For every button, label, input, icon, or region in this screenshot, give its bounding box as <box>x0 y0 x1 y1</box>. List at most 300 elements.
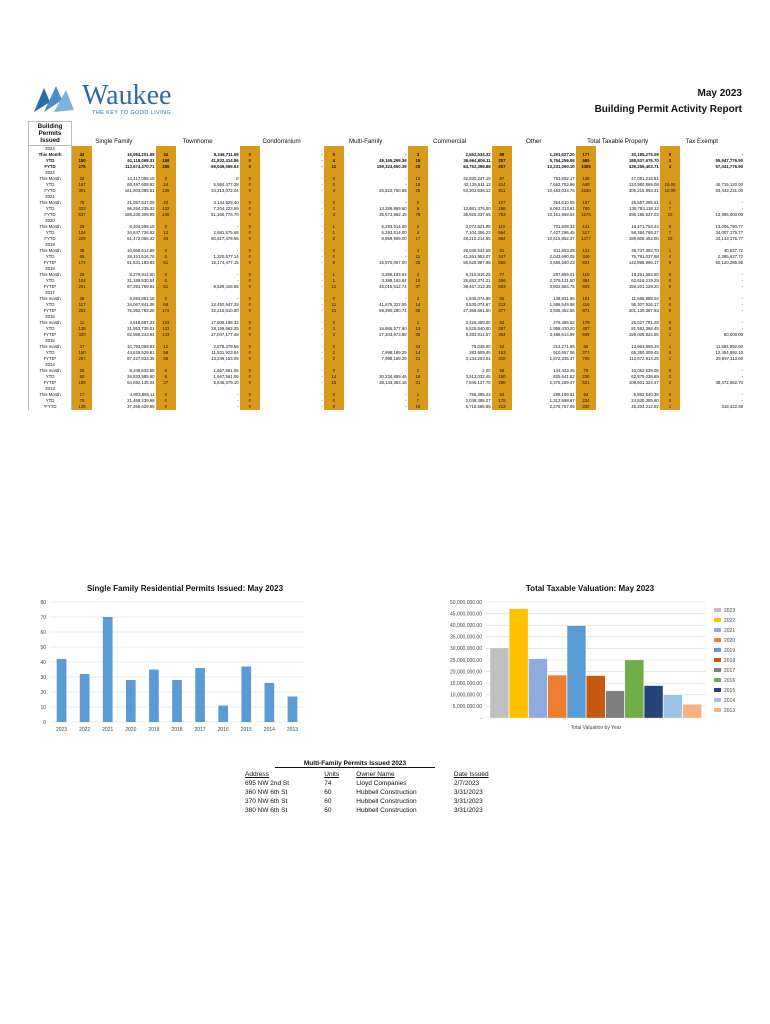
permit-value: 59,390,280.74 <box>379 308 407 313</box>
permit-value: - <box>321 152 323 157</box>
permit-value: 2,681,575.68 <box>213 230 239 235</box>
row-label: YTD <box>29 206 72 212</box>
permit-value: - <box>321 236 323 241</box>
permit-value: - <box>741 398 743 403</box>
permit-value: 60,000.00 <box>723 332 743 337</box>
row-label: YTD <box>29 182 72 188</box>
permit-count: 1 <box>324 278 344 284</box>
x-tick-label: 2015 <box>240 727 252 733</box>
permit-value: 9,246,711.59 <box>213 152 239 157</box>
permit-value: 7,845,127.70 <box>465 380 491 385</box>
permit-count: 0 <box>156 296 176 302</box>
permit-value: 811,653.28 <box>553 248 575 253</box>
permit-value: 9,693,881.18 <box>129 296 155 301</box>
permit-value: - <box>321 200 323 205</box>
permit-value: - <box>321 392 323 397</box>
table-row <box>245 779 510 788</box>
permit-value: 3,399,193.84 <box>381 272 407 277</box>
permit-value: 80,617,479.68 <box>211 236 239 241</box>
permit-count: 54 <box>492 344 512 350</box>
permit-value: 12,454,992.10 <box>715 350 743 355</box>
permit-value: 10,793,059.83 <box>127 344 155 349</box>
permit-value: 3,618,687.33 <box>129 320 155 325</box>
permit-value: - <box>321 158 323 163</box>
permit-value: - <box>321 260 323 265</box>
permit-count: 0 <box>240 284 260 290</box>
permit-value: 28,151,616.76 <box>127 254 155 259</box>
permit-count: 0 <box>240 230 260 236</box>
permit-value: 213,271.66 <box>553 344 575 349</box>
permit-value: 21,057,647.06 <box>127 200 155 205</box>
permit-count: 2 <box>324 350 344 356</box>
permit-value: - <box>321 284 323 289</box>
permit-value: 756,385.44 <box>469 392 491 397</box>
permit-count: 0 <box>240 206 260 212</box>
permit-count: 0 <box>660 368 680 374</box>
mf-header-address: Address <box>245 771 269 778</box>
column-header: Condominium <box>262 137 301 145</box>
permit-count: 31 <box>408 380 428 386</box>
permit-count: 1 <box>324 230 344 236</box>
permit-count: 517 <box>576 230 596 236</box>
row-label: FYTD <box>29 236 72 242</box>
y-tick-label: 50,000,000.00 <box>450 599 482 606</box>
permit-value: 1,320,577.14 <box>213 254 239 259</box>
permit-value: 144,423.45 <box>553 368 575 373</box>
permit-count: 3 <box>324 326 344 332</box>
mf-address: 380 NW 6th St <box>245 807 288 814</box>
permit-count: 117 <box>72 302 92 308</box>
permit-value: - <box>321 398 323 403</box>
permit-value: 8,279,814.50 <box>129 272 155 277</box>
permit-count: 3 <box>408 296 428 302</box>
x-tick-label: 2013 <box>286 727 299 733</box>
permit-value: - <box>405 398 407 403</box>
row-label: This month <box>29 296 72 302</box>
row-label: YTD <box>29 398 72 404</box>
permit-value: 159,005,824.86 <box>628 332 659 337</box>
permit-count: 0 <box>660 392 680 398</box>
permit-value: 3,426,450.00 <box>465 320 491 325</box>
permit-count: 32 <box>72 176 92 182</box>
permit-value: - <box>741 326 743 331</box>
permit-count: 2 <box>324 356 344 362</box>
permit-count: 537 <box>72 212 92 218</box>
permit-count: 330 <box>576 404 596 410</box>
permit-count: 0 <box>240 350 260 356</box>
permit-value: 2,652,534.32 <box>465 152 491 157</box>
permit-value: - <box>741 320 743 325</box>
permit-count: 1576 <box>576 212 596 218</box>
permit-value: 1,667,561.06 <box>213 374 239 379</box>
permit-count: 346 <box>576 254 596 260</box>
permit-count: 77 <box>492 272 512 278</box>
permit-count: 0 <box>324 248 344 254</box>
mf-units: 74 <box>324 780 332 787</box>
permit-value: 148,931.96 <box>553 296 575 301</box>
y-tick-label: 10,000,000.00 <box>450 692 482 699</box>
permit-value: 18,261,682.60 <box>631 272 659 277</box>
permit-count: 0 <box>660 308 680 314</box>
y-tick-label: 45,000,000.00 <box>450 611 482 618</box>
permit-count: 28 <box>72 224 92 230</box>
permit-value: 159,323,650.39 <box>376 164 407 169</box>
permit-count: 26 <box>72 368 92 374</box>
permit-value: 142,886,966.17 <box>628 260 659 265</box>
permit-value: 10,615,862.37 <box>547 236 575 241</box>
permit-value: 10,052,639.06 <box>631 368 659 373</box>
permit-count: 34 <box>156 152 176 158</box>
permit-count: 320 <box>72 332 92 338</box>
permit-value: 4,144,928.40 <box>213 200 239 205</box>
permit-value: 87,427,833.36 <box>127 356 155 361</box>
permit-value: 90,120,285.56 <box>715 260 743 265</box>
permit-count: 150 <box>492 374 512 380</box>
bar-2023 <box>490 648 509 718</box>
legend-swatch <box>714 698 721 702</box>
permit-count: 8 <box>660 260 680 266</box>
permit-count: 17 <box>408 236 428 242</box>
permit-value: - <box>237 404 239 409</box>
legend-swatch <box>714 618 721 622</box>
permit-count: 42 <box>72 152 92 158</box>
mf-header-units: Units <box>324 771 340 778</box>
row-label: This Month <box>29 200 72 206</box>
permit-value: 10,463,034.76 <box>547 188 575 193</box>
permit-count: 0 <box>324 404 344 410</box>
permit-count: 81 <box>492 248 512 254</box>
permit-value: - <box>405 296 407 301</box>
row-label: YTD <box>29 326 72 332</box>
permit-value: 28,210,214.55 <box>463 236 491 241</box>
permit-count: 135 <box>72 326 92 332</box>
permit-count: 75 <box>72 200 92 206</box>
permit-value: 3,805,452.56 <box>549 308 575 313</box>
permit-value: 0 <box>236 176 239 181</box>
x-axis-label: Total Valuation by Year <box>570 725 622 731</box>
permit-count: 5 <box>660 350 680 356</box>
permit-count: 257 <box>492 158 512 164</box>
permit-value: 62,616,219.29 <box>631 278 659 283</box>
permit-count: 11 <box>408 254 428 260</box>
permit-count: 37 <box>408 284 428 290</box>
permit-count: 143 <box>156 332 176 338</box>
x-tick-label: 2023 <box>55 727 68 733</box>
permit-count: 0 <box>324 254 344 260</box>
permit-count: 86 <box>576 344 596 350</box>
permit-count: 0 <box>324 398 344 404</box>
mf-header-date: Date Issued <box>453 771 489 778</box>
permit-count: 14 <box>408 350 428 356</box>
legend-label: 2021 <box>724 628 736 634</box>
mf-address: 370 NW 6th St <box>245 798 288 805</box>
table-row <box>29 164 745 170</box>
x-tick-label: 2017 <box>194 727 206 733</box>
permit-count: 1 <box>660 404 680 410</box>
permit-count: 0 <box>240 236 260 242</box>
mf-date: 3/31/2023 <box>453 789 483 796</box>
permit-value: 7,562,752.66 <box>549 182 575 187</box>
permit-count: 287 <box>492 326 512 332</box>
permit-value: 3,498,614.99 <box>549 332 575 337</box>
permit-count: 384 <box>576 278 596 284</box>
permit-count: 21 <box>408 356 428 362</box>
permit-value: 34,007,175.77 <box>715 230 743 235</box>
y-tick-label: 5,000,000.00 <box>452 704 482 711</box>
permit-value: - <box>237 248 239 253</box>
legend-label: 2013 <box>724 708 736 714</box>
permit-count: 286 <box>492 278 512 284</box>
y-tick-label: - <box>480 715 482 722</box>
permit-count: 10 <box>408 278 428 284</box>
permit-value: - <box>321 368 323 373</box>
mf-date: 2/7/2023 <box>453 780 480 787</box>
permit-value: - <box>237 278 239 283</box>
permit-value: 11,584,992.60 <box>715 344 743 349</box>
permit-value: 39,747,392.70 <box>631 248 659 253</box>
permit-count: 0 <box>240 212 260 218</box>
permit-value: 82,989,243.94 <box>127 332 155 337</box>
bar <box>80 674 90 722</box>
permit-value: - <box>321 188 323 193</box>
permit-value: - <box>321 206 323 211</box>
permit-count: 68 <box>156 302 176 308</box>
permit-value: 1,872,335.47 <box>549 356 575 361</box>
permit-value: - <box>405 368 407 373</box>
permit-count: 753 <box>492 212 512 218</box>
permit-value: - <box>321 350 323 355</box>
permit-count: 0 <box>324 392 344 398</box>
permit-value: 57,041,776.90 <box>715 164 743 169</box>
permit-value: - <box>237 392 239 397</box>
taxable-valuation-chart <box>420 594 750 744</box>
permit-value: 113,674,470.71 <box>124 164 155 169</box>
permit-count: 25 <box>408 188 428 194</box>
permit-count: 104 <box>72 278 92 284</box>
permit-value: 5,545,379.10 <box>213 380 239 385</box>
permit-count: 0 <box>324 320 344 326</box>
permit-value: 41,832,414.86 <box>211 158 239 163</box>
permit-count: 25 <box>408 260 428 266</box>
permit-count: 593 <box>492 284 512 290</box>
bar <box>172 680 182 722</box>
year-label: 2021 <box>29 194 72 200</box>
permit-value: 61,118,068.31 <box>127 158 155 163</box>
permit-value: 21,469,239.98 <box>127 398 155 403</box>
year-label: 2013 <box>29 386 72 392</box>
permit-count: 79 <box>72 398 92 404</box>
permit-value: 45,015,512.74 <box>379 284 407 289</box>
permit-value: - <box>741 392 743 397</box>
permit-count: 1 <box>324 272 344 278</box>
year-label: 2019 <box>29 242 72 248</box>
permit-value: - <box>405 176 407 181</box>
permit-count: 0 <box>240 380 260 386</box>
permit-count: 17 <box>72 392 92 398</box>
row-label: YTD <box>29 278 72 284</box>
year-label: 2017 <box>29 290 72 296</box>
permit-value: 87,291,769.84 <box>127 284 155 289</box>
permit-value: 37,266,629.99 <box>127 404 155 409</box>
permit-value: 41,261,952.07 <box>463 254 491 259</box>
permit-value: 15,174,477.15 <box>211 260 239 265</box>
permit-count: 0 <box>156 404 176 410</box>
chart1-title: Single Family Residential Permits Issued: May 2023 <box>86 584 284 593</box>
permit-count: 824 <box>576 260 596 266</box>
row-label: YTD <box>29 230 72 236</box>
permit-count: 1 <box>408 320 428 326</box>
permit-value: - <box>321 254 323 259</box>
permit-value: 30,185,275.09 <box>631 152 659 157</box>
table-row <box>29 356 745 362</box>
legend-swatch <box>714 688 721 692</box>
permit-count: 6 <box>156 374 176 380</box>
permit-value: - <box>405 392 407 397</box>
permit-value: - <box>321 344 323 349</box>
permit-count: 0 <box>240 278 260 284</box>
legend-swatch <box>714 668 721 672</box>
year-label: 2020 <box>29 218 72 224</box>
permit-count: 84 <box>492 392 512 398</box>
permit-count: 15 <box>408 158 428 164</box>
permit-count: 62 <box>492 320 512 326</box>
permit-value: 10,868,614.89 <box>127 248 155 253</box>
permit-value: 34,847,726.92 <box>127 230 155 235</box>
permit-count: 0 <box>240 398 260 404</box>
permit-value: 13,963,859.29 <box>631 344 659 349</box>
mf-address: 695 NW 2nd St <box>245 780 290 787</box>
permit-value: 3,513,032.45 <box>465 374 491 379</box>
row-label: FYTD* <box>29 284 72 290</box>
permit-value: - <box>321 380 323 385</box>
bar-2020 <box>548 675 567 718</box>
permit-count: 0 <box>240 302 260 308</box>
permit-count: 153 <box>492 350 512 356</box>
column-header: Total Taxable Property <box>587 137 649 145</box>
permit-count: 4 <box>408 272 428 278</box>
permit-value: 5,525,840.00 <box>465 326 491 331</box>
permit-count: 0 <box>660 284 680 290</box>
permit-count: 1 <box>660 356 680 362</box>
permit-count: 12 <box>156 230 176 236</box>
permit-count: 10.00 <box>660 182 680 188</box>
permit-count: 15 <box>324 380 344 386</box>
permit-count: 92 <box>72 374 92 380</box>
permit-count: 0 <box>240 176 260 182</box>
y-tick-label: 80 <box>40 599 46 606</box>
y-tick-label: 40,000,000.00 <box>450 623 482 629</box>
x-tick-label: 2018 <box>171 727 183 733</box>
permit-value: - <box>741 284 743 289</box>
permit-count: 1 <box>324 224 344 230</box>
permit-count: 265 <box>156 164 176 170</box>
permit-count: 949 <box>576 332 596 338</box>
permit-count: 12 <box>156 344 176 350</box>
bar-2015 <box>644 686 663 718</box>
permit-count: 3 <box>324 212 344 218</box>
permit-value: 283,909.45 <box>469 350 491 355</box>
permit-value: 39,467,313.35 <box>463 284 491 289</box>
permit-count: 0 <box>324 152 344 158</box>
permit-count: 0 <box>660 152 680 158</box>
permit-count: 1 <box>660 200 680 206</box>
permit-count: 4 <box>324 188 344 194</box>
permit-value: - <box>321 176 323 181</box>
permit-value: 13,006,790.77 <box>715 224 743 229</box>
permit-count: 0 <box>240 254 260 260</box>
mf-units: 60 <box>324 789 332 796</box>
permit-value: 910,557.06 <box>553 350 575 355</box>
permit-count: 44 <box>156 236 176 242</box>
table-row <box>29 380 745 386</box>
permit-value: 2,048,495.27 <box>465 398 491 403</box>
logo-word: Waukee <box>82 80 172 111</box>
permit-value: 189,805,452.00 <box>628 236 659 241</box>
permit-count: 247 <box>492 254 512 260</box>
permit-count: 13 <box>408 326 428 332</box>
permit-value: 124,980,869.08 <box>628 182 659 187</box>
permit-value: 27,047,177.48 <box>211 332 239 337</box>
permit-value: 95,307,926.17 <box>631 302 659 307</box>
row-label: This month <box>29 320 72 326</box>
permit-value: 26,833,985.90 <box>127 374 155 379</box>
column-header: Commercial <box>433 137 467 145</box>
permit-value: 267,859.01 <box>553 272 575 277</box>
permit-count: 7 <box>660 230 680 236</box>
row-label: FYTD* <box>29 260 72 266</box>
permit-count: 4 <box>408 248 428 254</box>
permit-value: 5,984,477.28 <box>213 182 239 187</box>
permit-count: 2 <box>660 158 680 164</box>
permit-value: 8,869,909.00 <box>381 236 407 241</box>
permit-value: 28,159,662.25 <box>211 326 239 331</box>
permit-count: 0 <box>156 248 176 254</box>
permit-count: 297 <box>72 356 92 362</box>
permit-value: 16,994,201.69 <box>127 152 155 157</box>
permit-value: 32,930,247.19 <box>463 176 491 181</box>
permit-count: 0 <box>660 296 680 302</box>
permit-count: 19 <box>408 404 428 410</box>
permit-count: 0 <box>660 374 680 380</box>
permit-count: 0 <box>240 392 260 398</box>
corner-header: Building Permits Issued <box>29 122 72 146</box>
permit-count: 4 <box>324 158 344 164</box>
bar-2019 <box>567 626 586 718</box>
permit-count: 10 <box>408 176 428 182</box>
permit-value: 42,125,511.12 <box>463 182 491 187</box>
permit-value: 36,664,606.11 <box>463 158 491 163</box>
permit-value: - <box>741 368 743 373</box>
x-tick-label: 2022 <box>79 727 91 733</box>
permit-value: 35,926,337.65 <box>463 212 491 217</box>
permit-count: 252 <box>72 308 92 314</box>
permit-value: 76,352,782.28 <box>127 308 155 313</box>
permit-value: - <box>405 404 407 409</box>
permit-value: 188,537,676.70 <box>628 158 659 163</box>
permit-count: 0 <box>660 302 680 308</box>
permit-count: 188 <box>72 380 92 386</box>
permit-count: 141 <box>576 224 596 230</box>
year-label: 2015 <box>29 338 72 344</box>
permit-value: 7,104,356.22 <box>465 230 491 235</box>
permit-value: 41,676,322.55 <box>379 302 407 307</box>
permit-count: 7 <box>408 398 428 404</box>
permit-value: 5,882,540.36 <box>633 392 659 397</box>
permit-count: 377 <box>576 350 596 356</box>
permit-count: 10.00 <box>660 188 680 194</box>
permit-value: - <box>741 152 743 157</box>
permit-count: 414 <box>492 182 512 188</box>
